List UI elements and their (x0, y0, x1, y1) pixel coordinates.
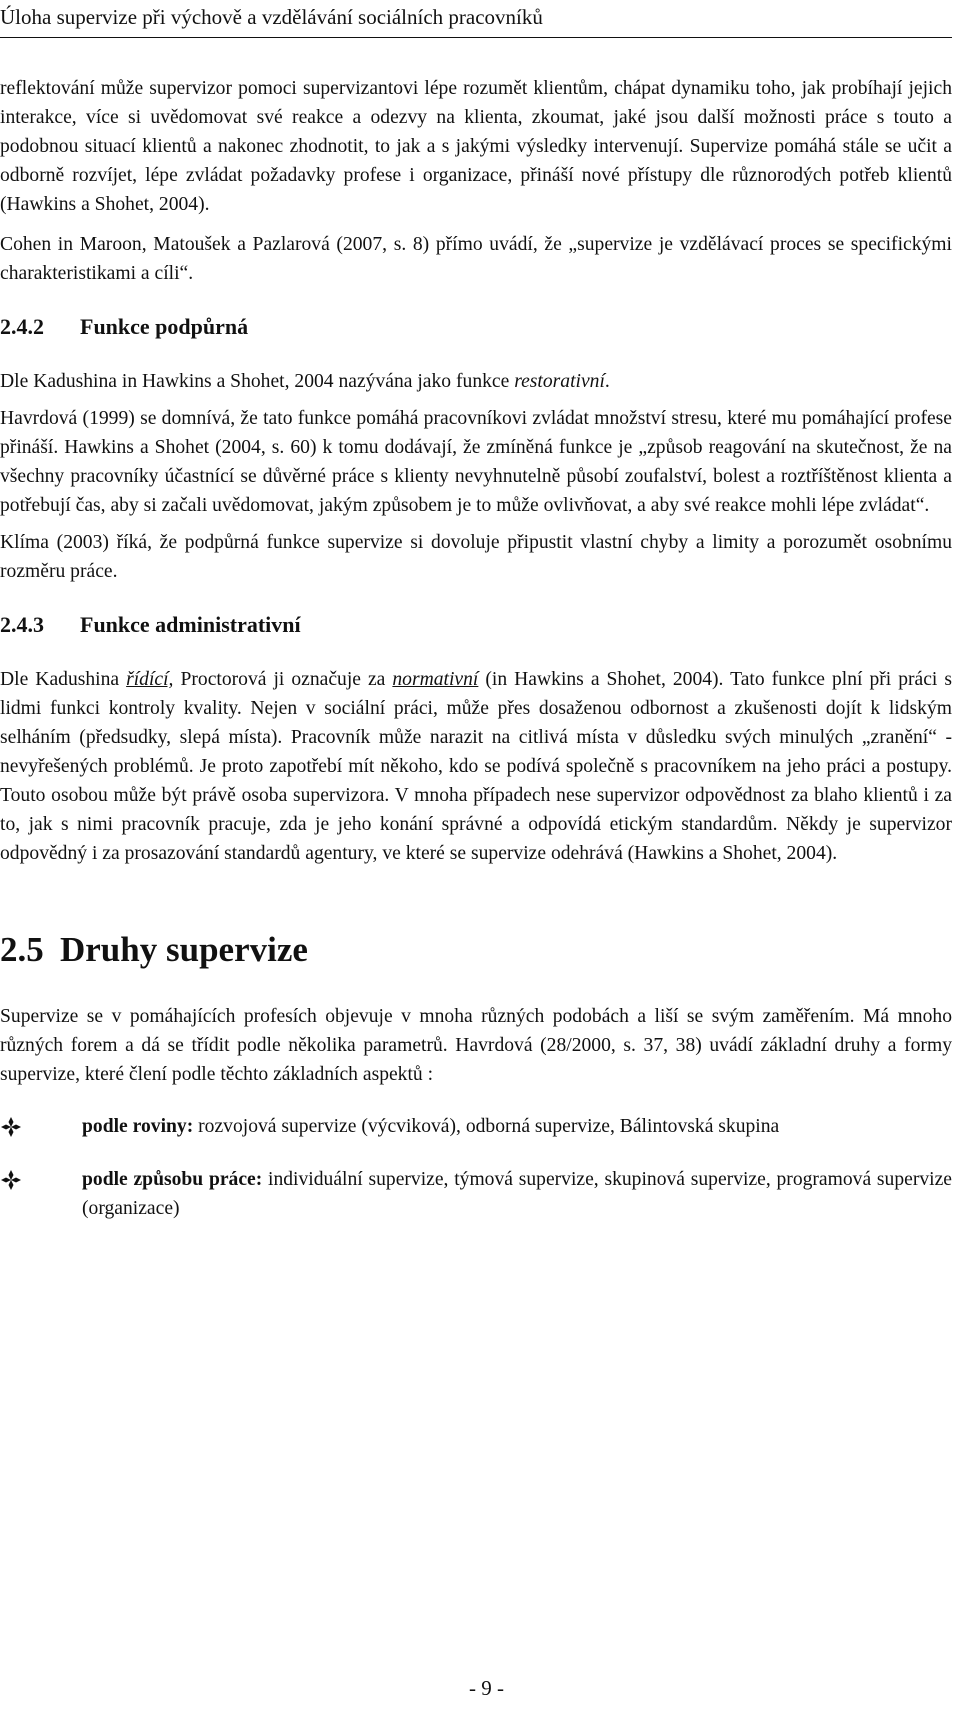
bullet-term: podle roviny: (82, 1116, 194, 1137)
heading-funkce-administrativni (0, 610, 952, 640)
diamond-dots-icon (0, 1116, 22, 1138)
heading-funkce-podpurna (0, 312, 952, 342)
heading-number: 2.5 (0, 930, 44, 969)
bullet-list (0, 1112, 952, 1223)
paragraph-forms-intro: Supervize se v pomáhajících profesích objevuje v mnoha různých podobách a liší se svým zaměřením. Má mnoho různých forem a dá se třídit podle několika parametrů. Havrdová (28/2000, s. 37, 38) uvádí základní druhy a formy supervize, které člení podle těchto základních aspektů : (0, 1006, 952, 1085)
heading-text: Funkce podpůrná (80, 314, 249, 339)
page-number (0, 1673, 960, 1703)
heading-druhy-supervize (0, 928, 952, 972)
body-text (0, 74, 952, 1247)
paragraph-reflection: reflektování může supervizor pomoci supervizantovi lépe rozumět klientům, chápat dynamiku toho, jak probíhají jejich interakce, více si uvědomovat své reakce a odezvy na klienta, zkoumat, jaké jsou další možnosti práce s touto a podobnou situací klientů a nakonec zhodnotit, to jak a s jakými výsledky intervenují. Supervize pomáhá stále se učit a odborně rozvíjet, lépe zvládat požadavky profese i organizace, přináší nové přístupy dle různorodých potřeb klientů (Hawkins a Shohet, 2004). (0, 78, 952, 215)
list-item (0, 1112, 952, 1141)
paragraph-cohen: Cohen in Maroon, Matoušek a Pazlarová (2007, s. 8) přímo uvádí, že „supervize je vzdělávací proces se specifickými charakteristikami a cíli“. (0, 234, 952, 284)
heading-number: 2.4.2 (0, 314, 44, 339)
italic-term: normativní (392, 669, 479, 690)
paragraph-kadushin-restorative (0, 367, 952, 396)
bullet-text: rozvojová supervize (výcviková), odborná supervize, Bálintovská skupina (193, 1116, 780, 1137)
text-span: Proctorová ji označuje za (173, 669, 393, 690)
heading-text: Funkce administrativní (80, 612, 301, 637)
text-span: Dle Kadushina (0, 669, 127, 690)
bullet-term: podle způsobu práce: (82, 1169, 263, 1190)
list-item (0, 1165, 952, 1223)
running-header: Úloha supervize při výchově a vzdělávání sociálních pracovníků (0, 5, 543, 29)
diamond-dots-icon (0, 1169, 22, 1191)
header-rule (0, 37, 952, 38)
text-span: (in Hawkins a Shohet, 2004). Tato funkce plní při práci s lidmi funkci kontroly kvality. Nejen v sociální práci, může přes dosaženou odbornost a zkušenosti dojít k lidským selháním (předsudky, slepá místa). Pracovník může narazit na citlivá místa v důsledku svých minulých „zranění“ - nevyřešených problémů. Je proto zapotřebí mít někoho, kdo se podívá společně s pracovníkem na jeho práci a postupy. Touto osobou může být právě osoba supervizora. V mnoha případech nese supervizor odpovědnost za blaho klientů i za to, jak s nimi pracovník pracuje, zda je jeho konání správné a odpovídá etickým standardům. Někdy je supervizor odpovědný i za prosazování standardů agentury, ve které se supervize odehrává (Hawkins a Shohet, 2004). (0, 669, 953, 864)
italic-term: restorativní (514, 371, 605, 392)
paragraph-administrative (0, 665, 952, 868)
text-span: . (604, 371, 610, 392)
heading-number: 2.4.3 (0, 612, 44, 637)
page-number-text: - 9 - (469, 1676, 504, 1700)
bullet-text: individuální supervize, týmová supervize, skupinová supervize, programová supervize (organizace) (82, 1169, 952, 1219)
text-span: Dle Kadushina in Hawkins a Shohet, 2004 nazývána jako funkce (0, 371, 515, 392)
paragraph-havrdova: Havrdová (1999) se domnívá, že tato funkce pomáhá pracovníkovi zvládat množství stresu, které mu pomáhající profese přináší. Hawkins a Shohet (2004, s. 60) k tomu dodávají, že zmíněná funkce je „způsob reagování na skutečnost, že na všechny pracovníky účastnící se důvěrné práce s klienty nevyhnutelně působí zoufalství, bolest a roztříštěnost klienta a potřebují čas, aby si začali uvědomovat, jakým způsobem je to může ovlivňovat, a aby své reakce mohli lépe zvládat“. (0, 408, 952, 516)
paragraph-klima: Klíma (2003) říká, že podpůrná funkce supervize si dovoluje připustit vlastní chyby a limity a porozumět osobnímu rozměru práce. (0, 532, 952, 582)
italic-term: řídící, (126, 669, 174, 690)
heading-text: Druhy supervize (60, 930, 308, 969)
